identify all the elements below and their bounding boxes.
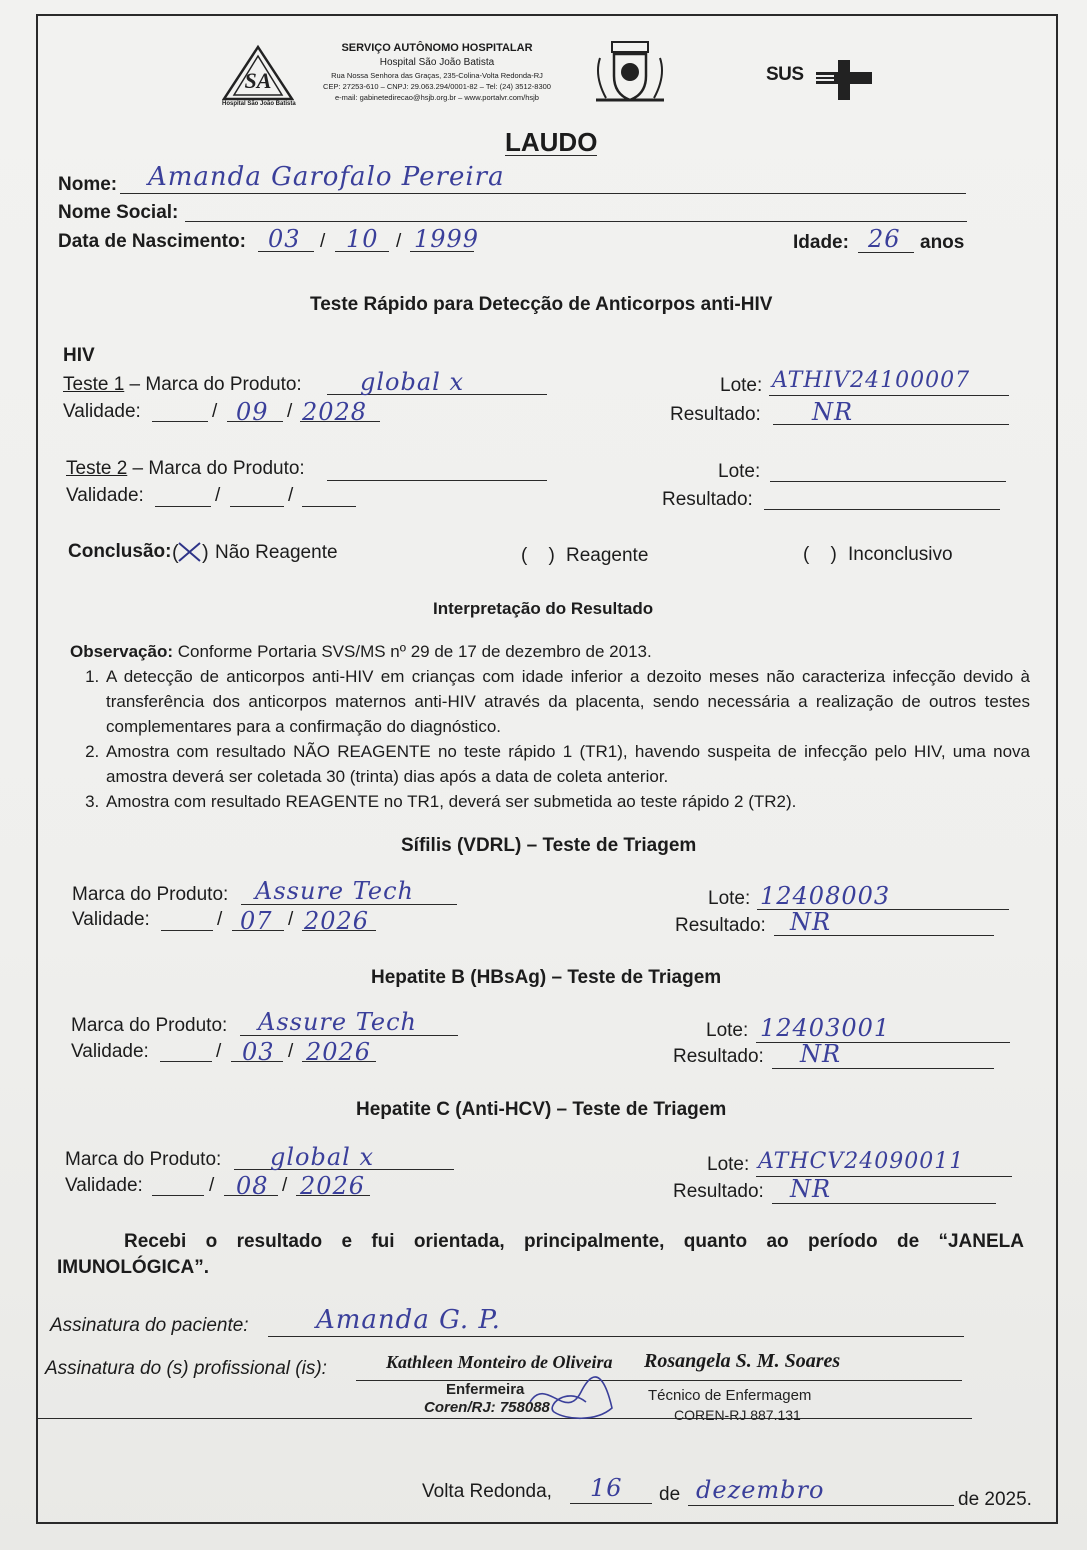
document-page: SA Hospital São João Batista SERVIÇO AUTÔNOMO HOSPITALAR Hospital São João Batista Rua Nossa Senhora das Graças, 235-Colina-Volta Redonda-RJ CEP: 27253-610 – CNPJ: 29.063.294/0001-82 – Tel: (24) 3512-8300 e-mail: gabinetedirecao@hsjb.org.br – www.portalvr.com/hsjb SUS LAUDO Nome: Amanda Garofalo Pereira Nome Social: Data de Nascimento: / / 03 10 1999 Idade: 26 anos Teste Rápido para Detecção de Anticorpos anti-HIV HIV Teste 1 – Marca do Produto: global x Lote: ATHIV24100007 Validade: / / 09 2028 Resultado: NR Teste 2 – Marca do Produto: Lote: Validade: / / Resultado: Conclusão: ( ) Não Reagente ( ) Reagente ( ) Inconclusivo Interpretação do Resultado Observação: Conforme Portaria SVS/MS nº 29 de 17 de dezembro de 2013. 1. A detecção de anticorpos anti-HIV em crianças com idade inferior a dezoito meses não caracteriza infecção devido à transferência dos anticorpos maternos anti-HIV através da placenta, sendo necessária a realização de outros testes complementares para a confirmação do diagnóstico. 2. Amostra com resultado NÃO REAGENTE no teste rápido 1 (TR1), havendo suspeita de infecção pelo HIV, uma nova amostra deverá ser coletada 30 (trinta) dias após a data de coleta anterior. 3. Amostra com resultado REAGENTE no TR1, deverá ser submetida ao teste rápido 2 (TR2). Sífilis (VDRL) – Teste de Triagem Marca do Produto: Assure Tech Lote: 12408003 Validade: / / 07 2026 Resultado: NR Hepatite B (HBsAg) – Teste de Triagem Marca do Produto: Assure Tech Lote: 12403001 Validade: / / 03 2026 Resultado: NR Hepatite C (Anti-HCV) – Teste de Triagem Marca do Produto: global x Lote: ATHCV24090011 Validade: / / 08 2026 Resultado: NR Recebi o resultado e fui orientada, principalmente, quanto ao período de “JANELA IMUNOLÓGICA”. Assinatura do paciente: Amanda G. P. Assinatura do (s) profissional (is): Kathleen Monteiro de Oliveira Enfermeira Coren/RJ: 758088 Rosangela S. M. Soares Técnico de Enfermagem COREN-RJ 887.131 Volta Redonda, 16 de dezembro de 2025.	[0, 0, 1087, 1550]
hospital-logo	[222, 44, 294, 110]
teste1-validade-ano: 2028	[302, 398, 368, 426]
org-name: SERVIÇO AUTÔNOMO HOSPITALAR	[341, 42, 533, 54]
local-cidade: Volta Redonda,	[422, 1481, 552, 1502]
hospital-address: Rua Nossa Senhora das Graças, 235-Colina-Volta Redonda-RJ	[331, 71, 543, 80]
svg-text:SA: SA	[244, 68, 272, 93]
hepc-validade-ano: 2026	[300, 1172, 366, 1200]
hepc-lote-value: ATHCV24090011	[758, 1149, 965, 1174]
observacao-item: 3. Amostra com resultado REAGENTE no TR1, deverá ser submetida ao teste rápido 2 (TR2).	[104, 789, 1030, 814]
hepc-validade-mes: 08	[236, 1172, 269, 1200]
sifilis-validade-label: Validade:	[72, 909, 150, 930]
hepb-validade-ano: 2026	[306, 1038, 372, 1066]
checked-mark-icon	[170, 537, 210, 567]
nascimento-label: Data de Nascimento:	[58, 231, 246, 252]
hiv-label: HIV	[63, 345, 95, 366]
teste2-validade-label: Validade:	[66, 485, 144, 506]
hepb-resultado-value: NR	[800, 1040, 842, 1068]
signature-scribble-icon	[526, 1372, 616, 1424]
hospital-contact: CEP: 27253-610 – CNPJ: 29.063.294/0001-82 – Tel: (24) 3512-8300	[323, 82, 551, 91]
checkbox-reagente[interactable]: ( )	[521, 545, 555, 566]
hospital-name: Hospital São João Batista	[379, 57, 495, 68]
hospital-email: e-mail: gabinetedirecao@hsjb.org.br – www.portalvr.com/hsjb	[335, 93, 539, 102]
observacao-item: 2. Amostra com resultado NÃO REAGENTE no teste rápido 1 (TR1), havendo suspeita de infecção pelo HIV, uma nova amostra deverá ser coletada 30 (trinta) dias após a data de coleta anterior.	[104, 739, 1030, 789]
assinatura-paciente-value: Amanda G. P.	[316, 1305, 501, 1335]
sifilis-resultado-label: Resultado:	[675, 915, 766, 936]
nascimento-dia: 03	[268, 225, 301, 253]
hepc-title: Hepatite C (Anti-HCV) – Teste de Triagem	[356, 1099, 727, 1120]
hepb-lote-label: Lote:	[706, 1020, 749, 1041]
teste2-marca-label: – Marca do Produto:	[132, 458, 305, 479]
nome-label: Nome:	[58, 174, 118, 195]
sifilis-lote-value: 12408003	[760, 882, 891, 910]
observacao-text: Conforme Portaria SVS/MS nº 29 de 17 de dezembro de 2013.	[177, 642, 652, 661]
opcao-inconclusivo: Inconclusivo	[848, 544, 953, 565]
sifilis-resultado-value: NR	[790, 908, 832, 936]
sus-cross-icon	[816, 60, 872, 100]
teste1-marca-label: – Marca do Produto:	[129, 374, 302, 395]
observacao-block	[70, 639, 1030, 814]
hsjb-triangle-icon	[222, 44, 294, 102]
nome-value: Amanda Garofalo Pereira	[148, 162, 505, 192]
checkbox-inconclusivo[interactable]: ( )	[803, 544, 837, 565]
teste1-resultado-label: Resultado:	[670, 404, 761, 425]
hepb-marca-value: Assure Tech	[258, 1008, 417, 1036]
declaracao-line2: IMUNOLÓGICA”.	[57, 1257, 209, 1278]
profissional2-coren: COREN-RJ 887.131	[674, 1407, 801, 1423]
data-de-label: de	[659, 1484, 681, 1505]
hepb-validade-label: Validade:	[71, 1041, 149, 1062]
data-mes: dezembro	[696, 1476, 825, 1504]
hepb-title: Hepatite B (HBsAg) – Teste de Triagem	[371, 967, 722, 988]
teste2-lote-label: Lote:	[718, 461, 761, 482]
page-title: LAUDO	[505, 127, 598, 157]
anos-label: anos	[920, 232, 965, 253]
teste1-marca-value: global x	[360, 368, 464, 396]
idade-label: Idade:	[793, 232, 849, 253]
teste1-validade-label: Validade:	[63, 401, 141, 422]
teste2-resultado-label: Resultado:	[662, 489, 753, 510]
observacao-label: Observação:	[70, 642, 173, 661]
sifilis-marca-label: Marca do Produto:	[72, 884, 229, 905]
svg-text:(: (	[172, 542, 179, 564]
teste1-lote-value: ATHIV24100007	[772, 368, 971, 393]
teste1-resultado-value: NR	[812, 398, 854, 426]
assinatura-profissional-label: Assinatura do (s) profissional (is):	[45, 1358, 327, 1379]
data-dia: 16	[590, 1474, 623, 1502]
hepb-marca-label: Marca do Produto:	[71, 1015, 228, 1036]
idade-value: 26	[868, 225, 901, 253]
sifilis-marca-value: Assure Tech	[255, 877, 414, 905]
sifilis-validade-mes: 07	[240, 907, 273, 935]
assinatura-paciente-label: Assinatura do paciente:	[50, 1315, 249, 1336]
teste1-lote-label: Lote:	[720, 375, 763, 396]
logo-caption: Hospital São João Batista	[222, 101, 296, 107]
data-ano: de 2025.	[958, 1489, 1032, 1510]
hepc-marca-value: global x	[270, 1143, 374, 1171]
hepc-validade-label: Validade:	[65, 1175, 143, 1196]
coat-of-arms-icon	[590, 38, 670, 108]
checkbox-nao-reagente[interactable]	[170, 537, 210, 567]
hepb-validade-mes: 03	[242, 1038, 275, 1066]
hepc-marca-label: Marca do Produto:	[65, 1149, 222, 1170]
hepb-resultado-label: Resultado:	[673, 1046, 764, 1067]
sifilis-lote-label: Lote:	[708, 888, 751, 909]
profissional1-cargo: Enfermeira	[446, 1381, 525, 1398]
observacao-item: 1. A detecção de anticorpos anti-HIV em crianças com idade inferior a dezoito meses não caracteriza infecção devido à transferência dos anticorpos maternos anti-HIV através da placenta, sendo necessária a realização de outros testes complementares para a confirmação do diagnóstico.	[104, 664, 1030, 739]
teste1-validade-mes: 09	[236, 398, 269, 426]
sifilis-validade-ano: 2026	[304, 907, 370, 935]
hepb-lote-value: 12403001	[760, 1014, 891, 1042]
teste2-label: Teste 2	[66, 458, 128, 479]
interpretacao-title: Interpretação do Resultado	[433, 599, 654, 618]
opcao-reagente: Reagente	[566, 545, 649, 566]
opcao-nao-reagente: Não Reagente	[215, 542, 338, 563]
profissional1-nome: Kathleen Monteiro de Oliveira	[386, 1352, 613, 1372]
profissional2-cargo: Técnico de Enfermagem	[648, 1387, 812, 1404]
nascimento-mes: 10	[346, 225, 379, 253]
sifilis-title: Sífilis (VDRL) – Teste de Triagem	[401, 835, 697, 856]
hepc-lote-label: Lote:	[707, 1154, 750, 1175]
sus-logo	[766, 60, 876, 102]
teste1-label: Teste 1	[63, 374, 125, 395]
profissional2-nome: Rosangela S. M. Soares	[644, 1350, 841, 1372]
svg-text:): )	[202, 542, 209, 564]
sus-text: SUS	[766, 64, 804, 85]
hepc-resultado-label: Resultado:	[673, 1181, 764, 1202]
declaracao-line1: Recebi o resultado e fui orientada, principalmente, quanto ao período de “JANELA	[124, 1231, 1024, 1252]
hepc-resultado-value: NR	[790, 1175, 832, 1203]
city-coat-of-arms	[590, 38, 670, 108]
nome-social-label: Nome Social:	[58, 202, 179, 223]
profissional1-coren: Coren/RJ: 758088	[424, 1399, 550, 1416]
hiv-section-title: Teste Rápido para Detecção de Anticorpos anti-HIV	[310, 294, 773, 315]
nascimento-ano: 1999	[414, 225, 480, 253]
conclusao-label: Conclusão:	[68, 541, 172, 562]
